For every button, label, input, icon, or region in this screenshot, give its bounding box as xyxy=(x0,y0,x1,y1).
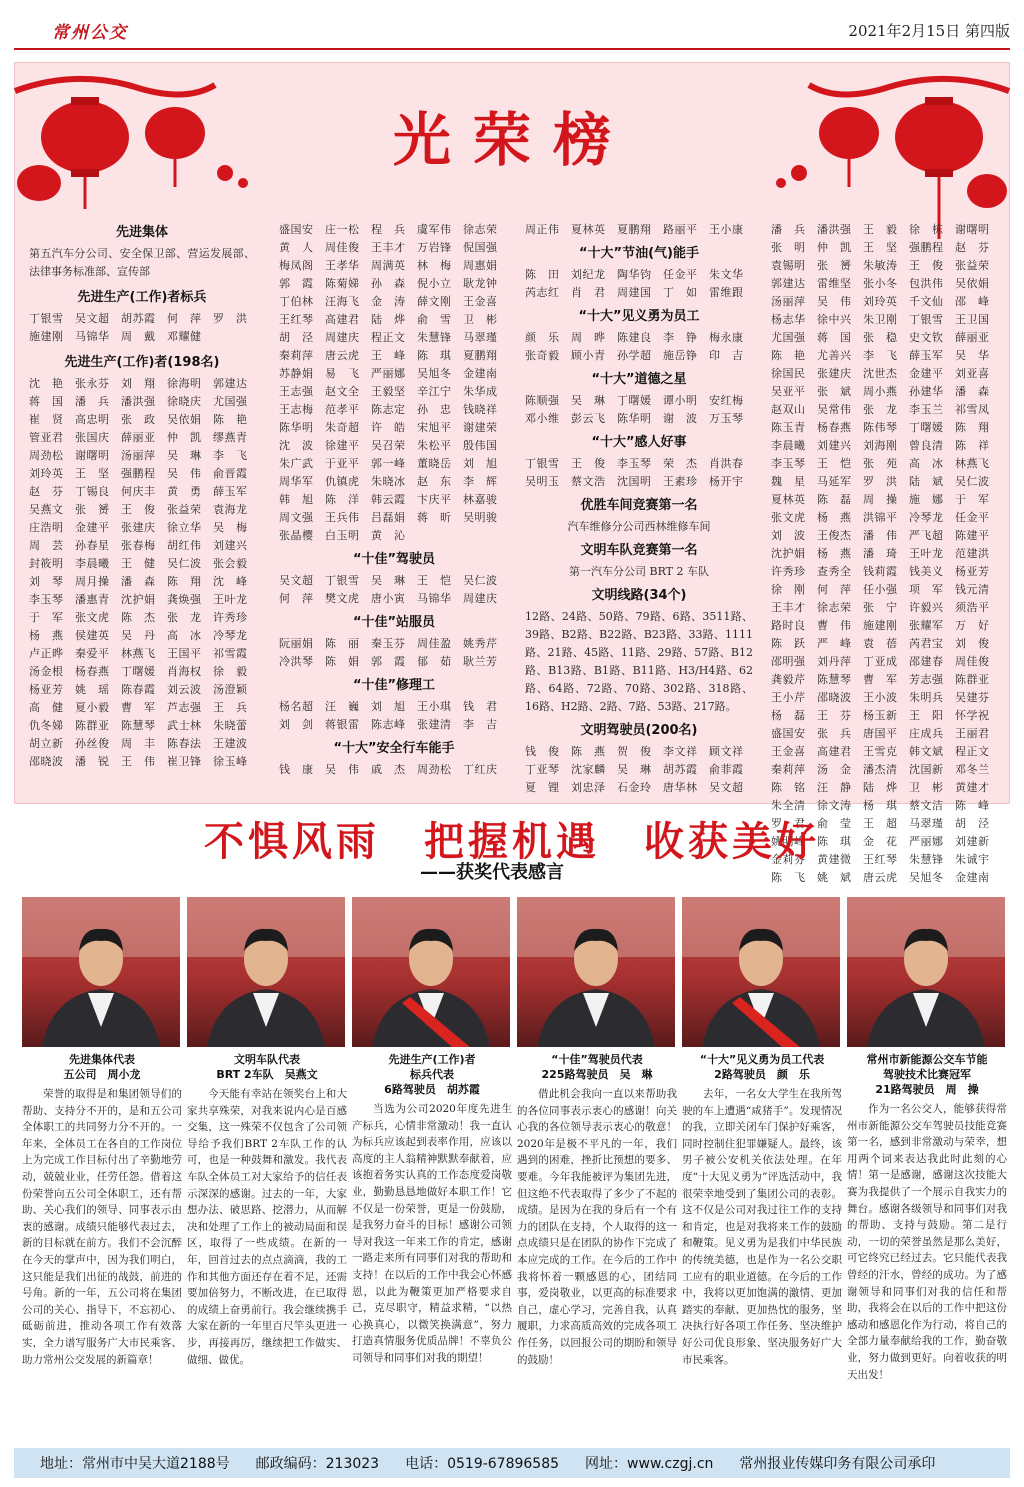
heading-top10-safety: “十大”安全行车能手 xyxy=(333,741,455,756)
footer-postcode: 邮政编码：213023 xyxy=(255,1456,380,1472)
name-row: 盛国安 张 兵 唐国平 庄成兵 王丽君 xyxy=(771,727,990,740)
workshop-winner: 汽车维修分公司西林维修车间 xyxy=(567,520,711,533)
name-row: 魏 星 马延军 罗 洪 陆 斌 吴仁波 xyxy=(771,475,990,488)
name-row: 梅凤阁 王孝华 周满英 林 梅 周惠娟 xyxy=(279,259,498,272)
rep-speech-text: 今天能有幸站在领奖台上和大家共享殊荣，对我来说内心是百感交集，这一殊荣不仅包含了公司领导给予我们BRT 2车队工作的认可，也是一种鼓舞和激发。我代表车队全体员工对大家给予的信任表示深深的感谢。过去的一年，大家想办法、破思路、挖潜力，从而解决和处理了工作上的被动局面和误区，取得了一些成绩。在新的一年，回首过去的点点滴滴，我的工作和其他方面还存在着不足，还需要加倍努力，不断改进，在已取得的成绩上奋勇前行。我会继续携手大家在新的一年里百尺竿头更进一步，再接再厉，继续把工作做实、做细、做优。 xyxy=(187,1088,347,1366)
civilized-drivers-list-cont xyxy=(771,221,999,887)
name-row: 王志强 赵文全 王毅坚 辛江宁 朱华成 xyxy=(279,385,498,398)
name-row: 赵双山 吴常伟 张 龙 李玉兰 祁雪凤 xyxy=(771,403,990,416)
heading-brave-staff: “十大”见义勇为员工 xyxy=(578,309,700,324)
portrait-icon xyxy=(22,897,180,1047)
heading-moving-deeds: “十大”感人好事 xyxy=(591,435,687,450)
masthead xyxy=(0,0,1024,60)
name-row: 张文虎 杨 燕 洪锦平 冷琴龙 任金平 xyxy=(771,511,990,524)
name-row: 姚明峰 陈 琪 金 花 严丽娜 刘建新 xyxy=(771,835,990,848)
name-row: 徐 刚 何 萍 任小强 项 军 钱元清 xyxy=(771,583,990,596)
name-row: 胡 泾 周建庆 程正文 朱慧锋 马翠瑾 xyxy=(279,331,498,344)
honor-column-3 xyxy=(525,221,753,797)
name-row: 何 萍 樊文虎 唐小寅 马锦华 周建庆 xyxy=(279,592,498,605)
name-row: 吴文超 丁银雪 吴 琳 王 恺 吴仁波 xyxy=(279,574,498,587)
photo-rep-6 xyxy=(847,897,1005,1047)
name-row: 夏林英 陈 磊 周 操 施 娜 于 军 xyxy=(771,493,990,506)
name-row: 张晶樱 白玉明 黄 沁 xyxy=(279,529,406,542)
rep-caption: 常州市新能源公交车节能 驾驶技术比赛冠军 21路驾驶员 周 操 xyxy=(866,1053,988,1096)
rep-caption: 先进集体代表 五公司 周小龙 xyxy=(63,1053,141,1081)
name-row: 杨志华 徐中兴 朱卫刚 丁银雪 王卫国 xyxy=(771,313,990,326)
name-row: 周华军 仇镇虎 朱晓冰 赵 东 李 辉 xyxy=(279,475,498,488)
name-row: 韩 旭 陈 洋 韩云霞 卞庆平 林嘉骏 xyxy=(279,493,498,506)
heading-morality-stars: “十大”道德之星 xyxy=(591,372,687,387)
name-row: 庄浩明 金建平 张建庆 徐立华 吴 梅 xyxy=(29,521,248,534)
name-row: 周文强 王兵伟 吕磊娟 蒋 昕 吴明骏 xyxy=(279,511,498,524)
honor-column-2 xyxy=(279,221,509,779)
name-row: 周 芸 孙春星 张春梅 胡红伟 刘建兴 xyxy=(29,539,248,552)
name-row: 金莉芬 黄建微 王红琴 朱慧锋 朱诚宇 xyxy=(771,853,990,866)
rep-speech-text: 作为一名公交人，能够获得常州市新能源公交车驾驶员技能竞赛第一名，感到非常激动与荣幸，想用两个词来表达我此时此刻的心情！第一是感谢，感谢这次技能大赛为我提供了一个展示自我实力的舞台。感谢各级领导和同事们对我的帮助、支持与鼓励。第二是行动，一切的荣誉虽然是那么美好，可它终究已经过去。它只能代表我曾经的汗水，曾经的成功。为了感谢领导和同事们对我的信任和帮助，我将会在以后的工作中把这份感动和感恩化作为行动，将自己的全部力量奉献给我的工作，勤奋敬业，努力做到更好。向着收获的明天出发！ xyxy=(847,1103,1007,1381)
name-row: 李玉琴 王 恺 张 苑 高 冰 林燕飞 xyxy=(771,457,990,470)
name-row: 朱全清 徐文涛 杨 琪 蔡文洁 陈 峰 xyxy=(771,799,990,812)
name-row: 钱 俊 陈 燕 贺 俊 李文祥 顾文祥 xyxy=(525,745,744,758)
rep-speech-text: 借此机会我向一直以来帮助我的各位同事表示衷心的感谢！向关心我的各位领导表示衷心的敬意！2020年是极不平凡的一年，我们遇到的困难，挫折比预想的要多、要难。今年我能被评为集团先进，但这绝不代表取得了多少了不起的成绩。是因为在我的身后有一个有力的团队在支持，个人取得的这一点成绩只是在团队的协作下完成了本应完成的工作。在今后的工作中我将怀着一颗感恩的心，团结同事，爱岗敬业，以更高的标准要求自己，虚心学习，完善自我，认真履职，力求高质高效的完成各项工作任务，以回报公司的期盼和领导的鼓励！ xyxy=(517,1088,677,1366)
portrait-icon xyxy=(352,897,510,1047)
name-row: 张奇毅 顾小青 孙学超 施岳铮 印 吉 xyxy=(525,349,744,362)
name-row: 吴明玉 蔡文浩 沈国明 王素珍 杨开宇 xyxy=(525,475,744,488)
name-row: 龚毅芹 陈慧琴 曹 军 芳志强 陈群亚 xyxy=(771,673,990,686)
rep-speech-2 xyxy=(187,1052,347,1368)
rep-speech-6 xyxy=(847,1052,1007,1383)
rep-speech-text: 当选为公司2020年度先进生产标兵，心情非常激动！我一直认为标兵应该起到表率作用，应该以高度的主人翁精神默默奉献着，应该抱着务实认真的工作态度爱岗敬业，勤勤恳恳地做好本职工作！它不仅是一份荣誉，更是一份鼓励，是我努力奋斗的目标！感谢公司领导对我这一年来工作的肯定，感谢一路走来所有同事们对我的帮助和支持！在以后的工作中我会心怀感恩，以此为鞭策更加严格要求自己，克尽职守，精益求精，“以热心换真心，以微笑换满意”，努力打造真情服务优质品牌！不辜负公司领导和同事们对我的期望！ xyxy=(352,1103,512,1364)
name-row: 郭 霞 陈菊娣 孙 森 倪小立 耿龙钟 xyxy=(279,277,498,290)
rep-caption: “十大”见义勇为员工代表 2路驾驶员 颜 乐 xyxy=(699,1053,825,1081)
name-row: 汤丽萍 吴 伟 刘玲英 千文仙 邵 峰 xyxy=(771,295,990,308)
masthead-rule xyxy=(14,48,1010,50)
name-row: 苏静娟 易 飞 严丽娜 吴旭冬 金建南 xyxy=(279,367,498,380)
name-row: 颜 乐 周 晔 陈建良 李 铮 梅永康 xyxy=(525,331,744,344)
name-row: 丁伯林 汪海飞 金 涛 薛文刚 王金喜 xyxy=(279,295,498,308)
name-row: 胡立新 孙丝俊 周 丰 陈春法 王建波 xyxy=(29,737,248,750)
name-row: 周劲松 谢曙明 汤丽萍 吴 琳 李 飞 xyxy=(29,449,248,462)
name-row: 吴亚平 张 斌 周小燕 孙建华 潘 森 xyxy=(771,385,990,398)
portrait-icon xyxy=(847,897,1005,1047)
issue-date: 2021年2月15日 第四版 xyxy=(848,22,1010,40)
footer-website[interactable]: 网址：www.czgj.cn xyxy=(585,1456,714,1472)
name-row: 阮丽娟 陈 丽 秦玉芬 周佳盈 姚秀芹 xyxy=(279,637,498,650)
rep-caption: 文明车队代表 BRT 2车队 吴燕文 xyxy=(216,1053,318,1081)
name-row: 盛国安 庄一松 程 兵 虞军伟 徐志荣 xyxy=(279,223,498,236)
name-row: 朱广武 于亚平 郭一峰 董晓岳 刘 旭 xyxy=(279,457,498,470)
heading-civilized-lines: 文明线路(34个) xyxy=(591,588,687,603)
footer-phone: 电话：0519-67896585 xyxy=(405,1456,560,1472)
name-row: 赵 芬 丁锡良 何庆丰 黄 勇 薛玉军 xyxy=(29,485,248,498)
name-row: 蒋 国 潘 兵 潘洪强 徐晓庆 尤国强 xyxy=(29,395,248,408)
name-row: 王红琴 高建君 陆 烨 俞 雪 卫 彬 xyxy=(279,313,498,326)
name-row: 沈护娟 杨 燕 潘 琦 王叶龙 范建洪 xyxy=(771,547,990,560)
name-row: 许秀珍 查秀全 钱莉霞 钱美义 杨亚芳 xyxy=(771,565,990,578)
name-row: 李玉琴 潘惠青 沈护娟 龚焕强 王叶龙 xyxy=(29,593,248,606)
heading-top10-repair: “十佳”修理工 xyxy=(352,678,436,693)
name-row: 冷洪琴 陈 娟 郭 霞 郁 茹 耿兰芳 xyxy=(279,655,498,668)
name-row: 周正伟 夏林英 夏鹏翔 路丽平 王小康 xyxy=(525,223,744,236)
name-row: 杨名超 汪 巍 刘 旭 王小琪 钱 君 xyxy=(279,700,498,713)
honor-roll-title: 光荣榜 xyxy=(392,106,633,174)
name-row: 王丰才 徐志荣 张 宁 许毅兴 须浩平 xyxy=(771,601,990,614)
name-row: 秦莉萍 汤 金 潘杰清 沈国新 邓冬兰 xyxy=(771,763,990,776)
name-row: 陈 田 刘纪龙 陶华钧 任金平 朱文华 xyxy=(525,268,744,281)
name-row: 邓小维 彭云飞 陈华明 谢 波 万玉琴 xyxy=(525,412,744,425)
name-row: 邵明强 刘丹萍 丁亚成 邵建春 周佳俊 xyxy=(771,655,990,668)
name-row: 黄 人 周佳俊 王丰才 万岩锋 倪国强 xyxy=(279,241,498,254)
heading-collective: 先进集体 xyxy=(115,225,168,240)
name-row: 施建刚 马锦华 周 戴 邓耀健 xyxy=(29,330,202,343)
name-row: 徐国民 张建庆 沈世杰 金建平 刘亚喜 xyxy=(771,367,990,380)
footer-bar xyxy=(14,1448,1010,1478)
name-row: 杨亚芳 姚 瑶 陈春霞 刘云波 汤澄颖 xyxy=(29,683,248,696)
heading-fuel-saving: “十大”节油(气)能手 xyxy=(579,246,699,261)
photo-rep-2 xyxy=(187,897,345,1047)
photo-rep-3 xyxy=(352,897,510,1047)
name-row: 吴燕文 张 赟 王 俊 张益荣 袁海龙 xyxy=(29,503,248,516)
name-row: 陈 艳 尤善兴 李 飞 薛玉军 吴 华 xyxy=(771,349,990,362)
name-row: 陈 飞 姚 斌 唐云虎 吴旭冬 金建南 xyxy=(771,871,990,884)
name-row: 沈 艳 张永芬 刘 翔 徐海明 郭建达 xyxy=(29,377,248,390)
civilized-lines-list: 12路、24路、50路、79路、6路、3511路、39路、B2路、B22路、B23路、33路、1111路、21路、45路、11路、29路、57路、B12路、B13路、B1路、B11路、H3/H4路、62路、64路、72路、70路、302路、318路、16路、H2路、2路、7路、53路、217路。 xyxy=(525,610,753,713)
slogan-headline: 不惧风雨 把握机遇 收获美好 xyxy=(204,819,820,865)
collective-list: 第五汽车分公司、安全保卫部、营运发展部、法律事务标准部、宣传部 xyxy=(29,247,255,278)
name-row: 刘 琴 周月操 潘 森 陈 翔 沈 峰 xyxy=(29,575,248,588)
name-row: 丁银雪 吴文超 胡苏霞 何 萍 罗 洪 xyxy=(29,312,248,325)
name-row: 潘 兵 潘洪强 王 毅 徐 栋 谢曙明 xyxy=(771,223,990,236)
name-row: 芮志红 肖 君 周建国 丁 如 雷维跟 xyxy=(525,286,744,299)
name-row: 王金喜 高建君 王雪克 韩文斌 程正文 xyxy=(771,745,990,758)
name-row: 封筱明 李晨曦 王 健 吴仁波 张会毅 xyxy=(29,557,248,570)
footer-printer: 常州报业传媒印务有限公司承印 xyxy=(739,1456,936,1472)
name-row: 陈顺强 吴 琳 丁曙媛 谭小明 安红梅 xyxy=(525,394,744,407)
photo-rep-4 xyxy=(517,897,675,1047)
name-row: 郭建达 雷维坚 张小冬 包洪伟 吴依娟 xyxy=(771,277,990,290)
heading-civilized-drivers: 文明驾驶员(200名) xyxy=(580,723,698,738)
name-row: 王志梅 范孝平 陈志定 孙 忠 钱晓祥 xyxy=(279,403,498,416)
rep-caption: “十佳”驾驶员代表 225路驾驶员 吴 琳 xyxy=(541,1053,653,1081)
name-row: 夏 锂 刘忠泽 石金玲 唐华林 吴文超 xyxy=(525,781,744,794)
name-row: 袁锡明 张 赟 朱敏涛 王 俊 张益荣 xyxy=(771,259,990,272)
name-row: 崔 贤 高忠明 张 政 吴依娟 陈 艳 xyxy=(29,413,248,426)
footer-address: 地址：常州市中吴大道2188号 xyxy=(40,1456,230,1472)
name-row: 于 军 张文虎 陈 杰 张 龙 许秀珍 xyxy=(29,611,248,624)
name-row: 尤国强 蒋 国 张 稳 史文钦 薛丽亚 xyxy=(771,331,990,344)
advanced-workers-list xyxy=(29,375,255,771)
name-row: 杨 燕 侯建英 吴 丹 高 冰 冷琴龙 xyxy=(29,629,248,642)
name-row: 丁银雪 王 俊 李玉琴 荣 杰 肖洪春 xyxy=(525,457,744,470)
name-row: 路时良 曹 伟 施建刚 张耀军 万 好 xyxy=(771,619,990,632)
advanced-workers-list-cont xyxy=(279,221,509,545)
name-row: 管亚君 张国庆 薛丽亚 仲 凯 缪燕青 xyxy=(29,431,248,444)
name-row: 李晨曦 刘建兴 刘海刚 曾良清 陈 祥 xyxy=(771,439,990,452)
heading-fleet: 文明车队竞赛第一名 xyxy=(580,543,698,558)
name-row: 罗 君 俞 莹 王 超 马翠瑾 胡 泾 xyxy=(771,817,990,830)
name-row: 陈 跃 严 峰 袁 蓓 芮君宝 刘 俊 xyxy=(771,637,990,650)
name-row: 卢正晔 秦爱平 林燕飞 王国平 祁雪霞 xyxy=(29,647,248,660)
honor-column-1 xyxy=(29,221,255,771)
name-row: 陈玉青 杨春燕 陈伟琴 丁曙媛 陈 翔 xyxy=(771,421,990,434)
honor-column-4 xyxy=(771,221,999,887)
name-row: 仇冬娣 陈群亚 陈慧琴 武士林 朱晓蕾 xyxy=(29,719,248,732)
rep-speech-1 xyxy=(22,1052,182,1368)
name-row: 丁亚琴 沈家麟 吴 琳 胡苏霞 俞菲霞 xyxy=(525,763,744,776)
photo-rep-5 xyxy=(682,897,840,1047)
name-row: 陈华明 朱奇超 许 皓 宋旭平 谢建荣 xyxy=(279,421,498,434)
name-row: 汤金根 杨春燕 丁曙媛 肖海权 徐 毅 xyxy=(29,665,248,678)
rep-caption: 先进生产(工作)者 标兵代表 6路驾驶员 胡苏霞 xyxy=(384,1053,480,1096)
slogan-subtitle: ——获奖代表感言 xyxy=(420,862,564,883)
portrait-icon xyxy=(187,897,345,1047)
rep-speech-5 xyxy=(682,1052,842,1368)
name-row: 杨 磊 王 芬 杨玉新 王 阳 怀学祝 xyxy=(771,709,990,722)
name-row: 刘 波 王俊杰 潘 伟 严飞超 陈建平 xyxy=(771,529,990,542)
rep-speech-3 xyxy=(352,1052,512,1367)
portrait-icon xyxy=(517,897,675,1047)
name-row: 陈 铭 汪 静 陆 烨 卫 彬 黄建才 xyxy=(771,781,990,794)
name-row: 钱 康 吴 伟 戚 杰 周劲松 丁红庆 xyxy=(279,763,498,776)
heading-model-workers: 先进生产(工作)者标兵 xyxy=(77,290,207,305)
newspaper-logo: 常州公交 xyxy=(52,23,128,43)
rep-speech-text: 去年，一名女大学生在我所驾驶的车上遭遇“咸猪手”。发现情况的我，立即关闭车门保护好乘客，同时控制住犯罪嫌疑人。最终，该男子被公安机关依法处理。在年度“十大见义勇为”评选活动中，我很荣幸地受到了集团公司的表彰。这不仅是公司对我过往工作的支持和肯定，也是对我将来工作的鼓励和鞭策。见义勇为是我们中华民族的传统美德，也是作为一名公交职工应有的职业道德。在今后的工作中，我将以更加饱满的激情、更加踏实的奉献、更加热忱的服务，坚决执行好各项工作任务、坚决维护好公司优良形象、坚决服务好广大市民乘客。 xyxy=(682,1088,842,1366)
name-row: 王小芹 邵晓波 王小波 朱明兵 吴建芬 xyxy=(771,691,990,704)
name-row: 张 明 仲 凯 王 坚 强鹏程 赵 芬 xyxy=(771,241,990,254)
name-row: 刘玲英 王 坚 强鹏程 吴 伟 俞晋霞 xyxy=(29,467,248,480)
name-row: 邵晓波 潘 锐 王 伟 崔卫锋 徐玉峰 xyxy=(29,755,248,768)
heading-top10-drivers: “十佳”驾驶员 xyxy=(352,552,436,567)
fleet-winner: 第一汽车分公司 BRT 2 车队 xyxy=(569,565,709,578)
name-row: 沈 波 徐建平 吴召荣 朱松平 殷伟国 xyxy=(279,439,498,452)
portrait-icon xyxy=(682,897,840,1047)
rep-speech-4 xyxy=(517,1052,677,1368)
photo-rep-1 xyxy=(22,897,180,1047)
name-row: 刘 剑 蒋银雷 陈志峰 张建清 李 吉 xyxy=(279,718,498,731)
heading-workshop: 优胜车间竞赛第一名 xyxy=(580,498,698,513)
heading-top10-station: “十佳”站服员 xyxy=(352,615,436,630)
name-row: 高 健 夏小毅 曹 军 芦志强 王 兵 xyxy=(29,701,248,714)
rep-speech-text: 荣誉的取得是和集团领导们的帮助、支持分不开的，是和五公司全体职工的共同努力分不开的。一年来，全体员工在各自的工作岗位上为完成工作目标付出了辛勤地劳动，兢兢业业，任劳任怨。借着这份荣誉向五公司全体职工，还有帮助、关心我们的领导、同事表示由衷的感谢。成绩只能够代表过去，新的目标就在前方。我们不会沉醉在今天的掌声中，因为我们明白，这只能是我们出征的战鼓，前进的号角。新的一年，五公司将在集团公司的关心、指导下，不忘初心、砥砺前进，推动各项工作有效落实，全力谱写服务广大市民乘客、助力常州公交发展的新篇章！ xyxy=(22,1088,182,1366)
name-row: 秦莉萍 唐云虎 王 峰 陈 琪 夏鹏翔 xyxy=(279,349,498,362)
heading-advanced-workers: 先进生产(工作)者(198名) xyxy=(64,355,220,370)
